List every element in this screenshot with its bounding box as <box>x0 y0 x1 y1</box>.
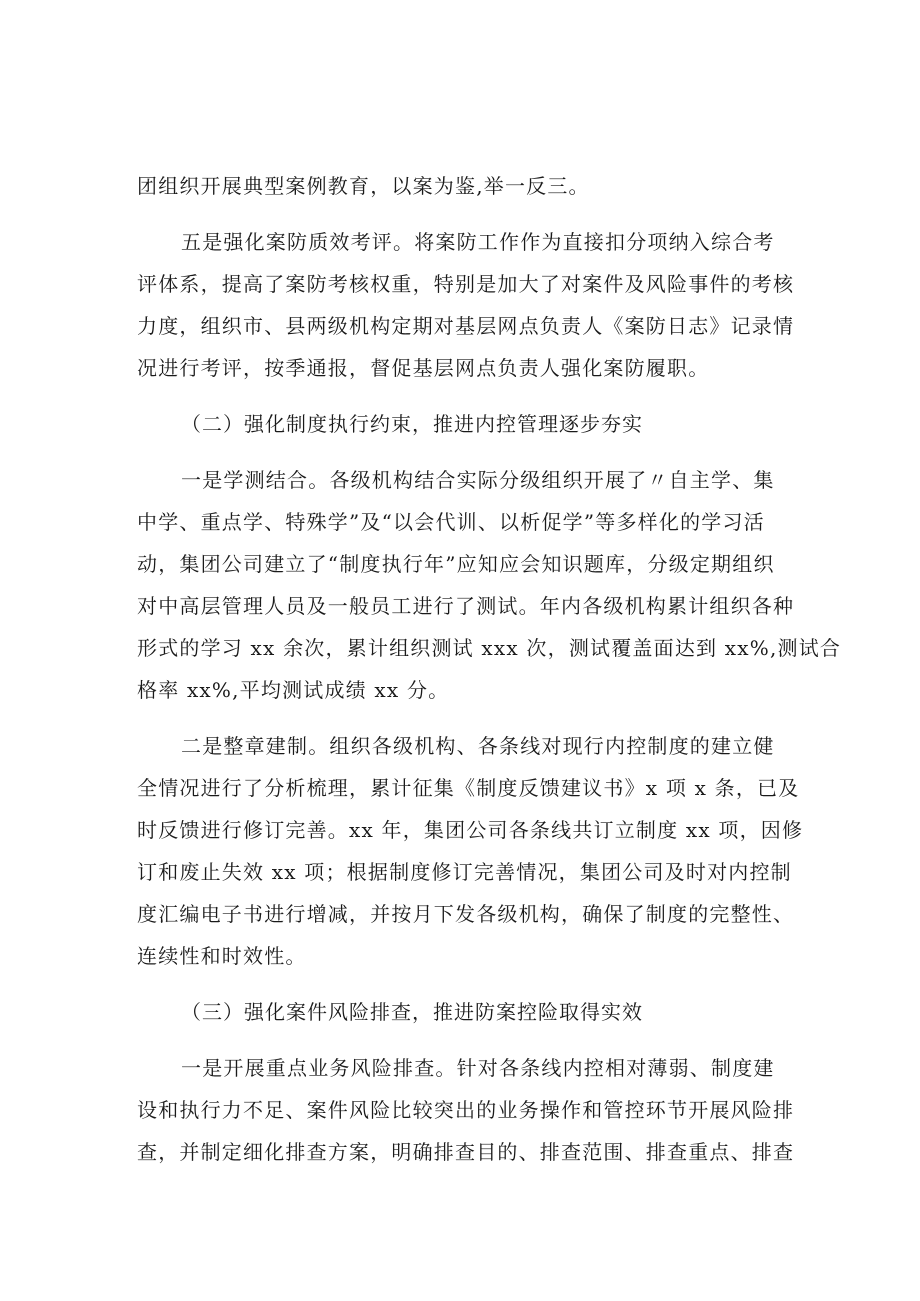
paragraph-line <box>0 936 920 976</box>
line-text: 全情况进行了分析梳理，累计征集《制度反馈建议书》x 项 x 条，已及 <box>137 776 800 800</box>
line-text: 二是整章建制。组织各级机构、各条线对现行内控制度的建立健 <box>181 734 775 758</box>
line-text: 一是学测结合。各级机构结合实际分级组织开展了〃自主学、集 <box>181 468 775 492</box>
section-heading <box>0 404 920 444</box>
paragraph-line <box>0 502 920 542</box>
paragraph-line <box>0 544 920 584</box>
section-heading <box>0 992 920 1032</box>
line-text: 形式的学习 xx 余次，累计组织测试 xxx 次，测试覆盖面达到 xx%,测试合 <box>137 636 842 660</box>
line-text: 团组织开展典型案例教育，以案为鉴,举一反三。 <box>137 174 590 198</box>
paragraph-line <box>0 166 920 206</box>
paragraph-line <box>0 628 920 668</box>
paragraph-line <box>0 264 920 304</box>
line-text: 对中高层管理人员及一般员工进行了测试。年内各级机构累计组织各种 <box>137 594 795 618</box>
paragraph-line <box>0 852 920 892</box>
paragraph-line <box>0 670 920 710</box>
line-text: 动，集团公司建立了“制度执行年”应知应会知识题库，分级定期组织 <box>137 552 775 576</box>
line-text: 格率 xx%,平均测试成绩 xx 分。 <box>137 678 450 702</box>
line-text: 五是强化案防质效考评。将案防工作作为直接扣分项纳入综合考 <box>181 230 775 254</box>
line-text: 评体系，提高了案防考核权重，特别是加大了对案件及风险事件的考核 <box>137 272 795 296</box>
line-text: 力度，组织市、县两级机构定期对基层网点负责人《案防日志》记录情 <box>137 314 795 338</box>
line-text: 中学、重点学、特殊学”及“以会代训、以析促学”等多样化的学习活 <box>137 510 765 534</box>
section-heading-text: （二）强化制度执行约束，推进内控管理逐步夯实 <box>181 412 643 436</box>
paragraph-line <box>0 306 920 346</box>
paragraph-line <box>0 460 920 500</box>
paragraph-line <box>0 768 920 808</box>
line-text: 一是开展重点业务风险排查。针对各条线内控相对薄弱、制度建 <box>181 1056 775 1080</box>
line-text: 设和执行力不足、案件风险比较突出的业务操作和管控环节开展风险排 <box>137 1098 795 1122</box>
paragraph-line <box>0 1090 920 1130</box>
paragraph-line <box>0 810 920 850</box>
line-text: 时反馈进行修订完善。xx 年，集团公司各条线共订立制度 xx 项，因修 <box>137 818 804 842</box>
section-heading-text: （三）强化案件风险排查，推进防案控险取得实效 <box>181 1000 643 1024</box>
paragraph-line <box>0 1132 920 1172</box>
paragraph-line <box>0 726 920 766</box>
paragraph-line <box>0 586 920 626</box>
paragraph-line <box>0 1048 920 1088</box>
line-text: 况进行考评，按季通报，督促基层网点负责人强化案防履职。 <box>137 356 710 380</box>
line-text: 订和废止失效 xx 项；根据制度修订完善情况，集团公司及时对内控制 <box>137 860 792 884</box>
paragraph-line <box>0 894 920 934</box>
line-text: 度汇编电子书进行增减，并按月下发各级机构，确保了制度的完整性、 <box>137 902 795 926</box>
paragraph-line <box>0 348 920 388</box>
line-text: 连续性和时效性。 <box>137 944 307 968</box>
paragraph-line <box>0 222 920 262</box>
line-text: 查，并制定细化排查方案，明确排查目的、排查范围、排查重点、排查 <box>137 1140 795 1164</box>
